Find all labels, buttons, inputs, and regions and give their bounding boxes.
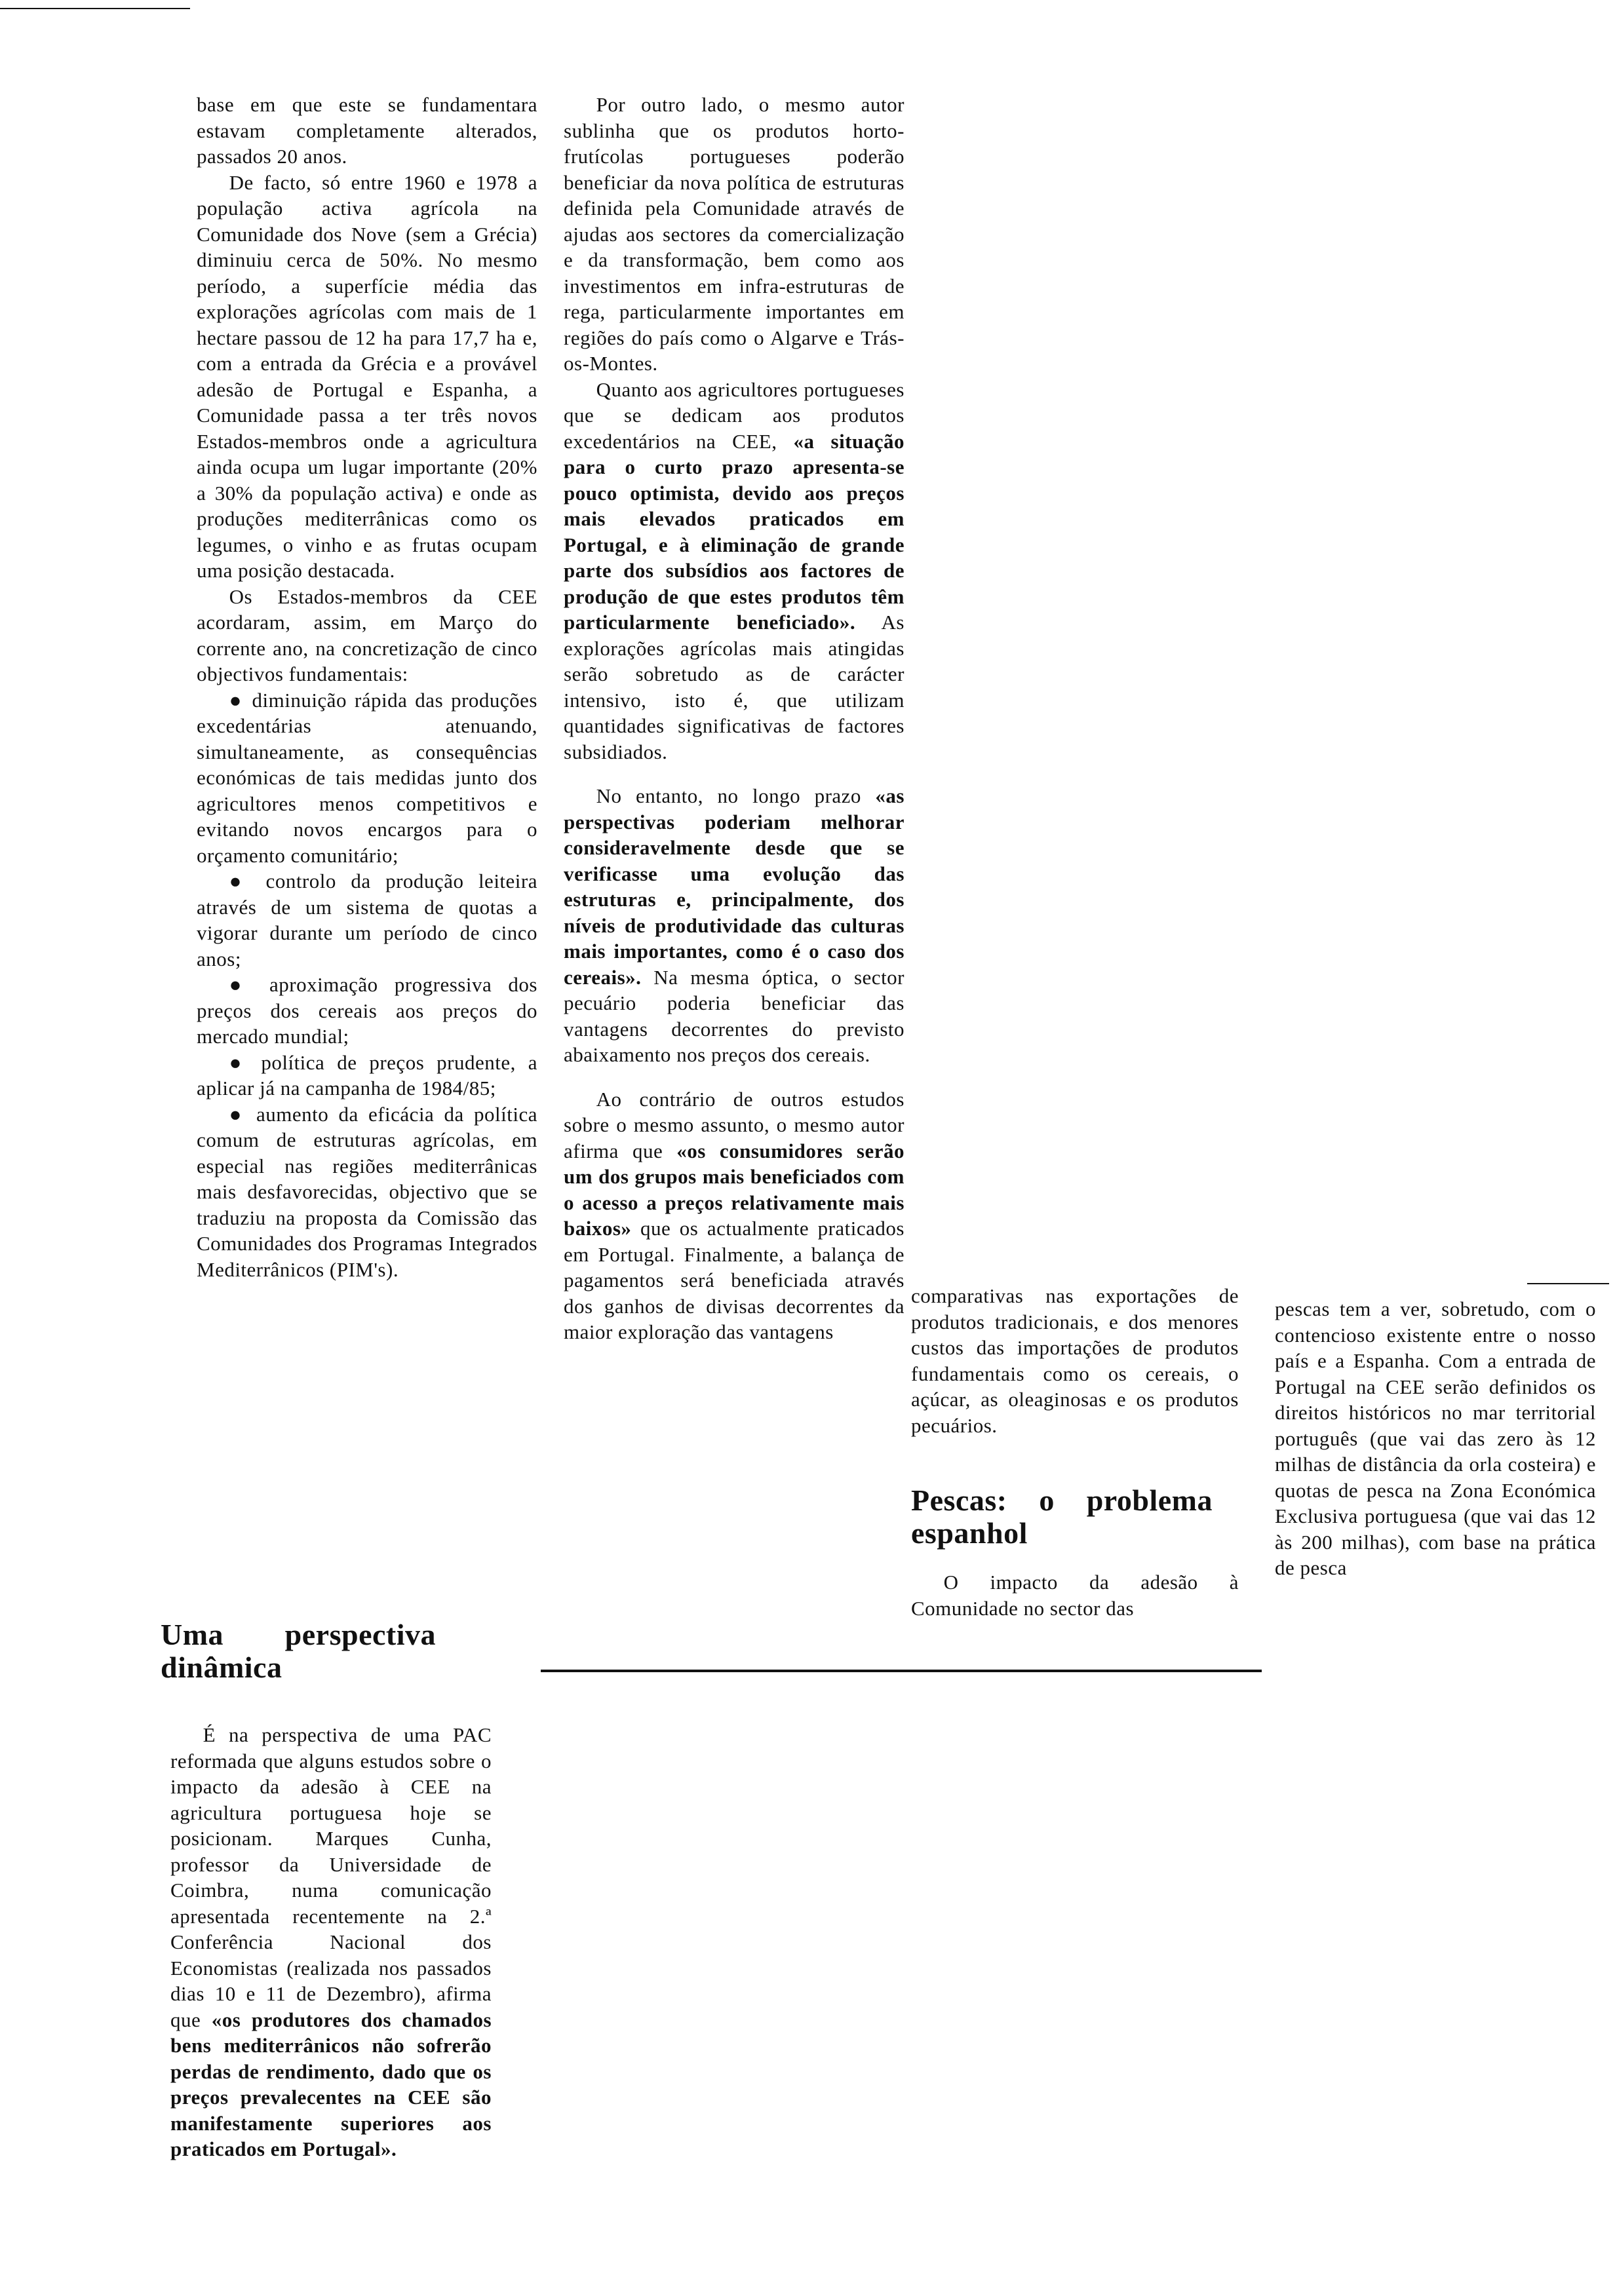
article-column-3 (911, 1283, 1239, 1621)
text-run: que os actualmente praticados em Portugal. Finalmente, a balança de pagamentos será beneficiada através dos ganhos de divisas decorrentes da maior exploração das vantagens (564, 1217, 905, 1343)
article-column-1 (197, 92, 537, 1282)
paragraph (197, 687, 537, 869)
text-run: comparativas nas exportações de produtos tradicionais, e dos menores custos das importações de produtos fundamentais como os cereais, o açúcar, as oleaginosas e os produtos pecuários. (911, 1284, 1239, 1437)
paragraph (197, 868, 537, 972)
bold-quote: «os produtores dos chamados bens mediterrânicos não sofrerão perdas de rendimento, dado que os preços prevalecentes na CEE são manifestamente superiores aos praticados em Portugal». (170, 2008, 492, 2160)
paragraph (564, 377, 905, 765)
article-column-1-section (161, 1618, 492, 2162)
paragraph (197, 584, 537, 687)
paragraph (1275, 1296, 1596, 1581)
text-run: As explorações agrícolas mais atingidas serão sobretudo as de carácter intensivo, isto é, que utilizam quantidades significativas de factores subsidiados. (564, 611, 905, 763)
paragraph (911, 1569, 1239, 1621)
text-run: Ao contrário de outros estudos sobre o mesmo assunto, o mesmo autor afirma que (564, 1087, 905, 1162)
text-run: ● diminuição rápida das produções excedentárias atenuando, simultaneamente, as consequências económicas de tais medidas junto dos agricultores menos competitivos e evitando novos encargos para o orçamento comunitário; (197, 688, 537, 867)
article-column-2 (564, 92, 905, 1345)
top-left-rule (0, 8, 190, 9)
section-heading: Uma perspectiva dinâmica (161, 1618, 436, 1684)
bold-quote: «as perspectivas poderiam melhorar consideravelmente desde que se verificasse uma evolução das estruturas e, principalmente, dos níveis de produtividade das culturas mais importantes, como é o caso dos cereais». (564, 784, 905, 989)
column-divider-rule (541, 1670, 1262, 1672)
text-run: Os Estados-membros da CEE acordaram, assim, em Março do corrente ano, na concretização de cinco objectivos fundamentais: (197, 584, 537, 685)
article-column-4 (1275, 1296, 1596, 1581)
text-run: O impacto da adesão à Comunidade no sector das (911, 1571, 1239, 1620)
paragraph (197, 972, 537, 1050)
paragraph (564, 783, 905, 1068)
text-run: No entanto, no longo prazo (596, 784, 876, 807)
paragraph (197, 170, 537, 584)
text-run: base em que este se fundamentara estavam completamente alterados, passados 20 anos. (197, 93, 537, 168)
text-run: De facto, só entre 1960 e 1978 a população activa agrícola na Comunidade dos Nove (sem a Grécia) diminuiu cerca de 50%. No mesmo período, a superfície média das explorações agrícolas com mais de 1 hectare passou de 12 ha para 17,7 ha e, com a entrada da Grécia e a provável adesão de Portugal e Espanha, a Comunidade passa a ter três novos Estados-membros onde a agricultura ainda ocupa um lugar importante (20% a 30% da população activa) e onde as produções mediterrânicas como os legumes, o vinho e as frutas ocupam uma posição destacada. (197, 170, 537, 582)
bold-quote: «a situação para o curto prazo apresenta-se pouco optimista, devido aos preços mais elevados praticados em Portugal, e à eliminação de grande parte dos subsídios aos factores de produção de que estes produtos têm particularmente beneficiado». (564, 429, 905, 634)
text-run: pescas tem a ver, sobretudo, com o contencioso existente entre o nosso país e a Espanha. Com a entrada de Portugal na CEE serão definidos os direitos históricos no mar territorial português (que vai das zero às 12 milhas de distância da orla costeira) e quotas de pesca na Zona Económica Exclusiva portuguesa (que vai das 12 às 200 milhas), com base na prática de pesca (1275, 1297, 1596, 1579)
section-heading: Pescas: o problema espanhol (911, 1483, 1213, 1550)
paragraph (911, 1283, 1239, 1438)
paragraph (564, 1086, 905, 1345)
text-run: ● política de preços prudente, a aplicar já na campanha de 1984/85; (197, 1050, 537, 1100)
bold-quote: «os consumidores serão um dos grupos mais beneficiados com o acesso a preços relativamente mais baixos» (564, 1139, 905, 1240)
text-run: Por outro lado, o mesmo autor sublinha que os produtos horto-frutícolas portugueses poderão beneficiar da nova política de estruturas definida pela Comunidade através de ajudas aos sectores da comercialização e da transformação, bem como aos investimentos em infra-estruturas de rega, particularmente importantes em regiões do país como o Algarve e Trás-os-Montes. (564, 93, 905, 375)
top-right-rule (1527, 1283, 1609, 1284)
text-run: ● aproximação progressiva dos preços dos cereais aos preços do mercado mundial; (197, 973, 537, 1048)
text-run: Quanto aos agricultores portugueses que se dedicam aos produtos excedentários na CEE, (564, 377, 905, 453)
text-run: Na mesma óptica, o sector pecuário poderia beneficiar das vantagens decorrentes do previsto abaixamento nos preços dos cereais. (564, 965, 905, 1066)
paragraph (197, 1050, 537, 1101)
text-run: ● aumento da eficácia da política comum de estruturas agrícolas, em especial nas regiões mediterrânicas mais desfavorecidas, objectivo que se traduziu na proposta da Comissão das Comunidades dos Programas Integrados Mediterrânicos (PIM's). (197, 1102, 537, 1281)
text-run: ● controlo da produção leiteira através de um sistema de quotas a vigorar durante um período de cinco anos; (197, 870, 537, 970)
paragraph (170, 1722, 492, 2162)
paragraph (197, 92, 537, 170)
paragraph (564, 92, 905, 377)
paragraph (197, 1101, 537, 1283)
text-run: É na perspectiva de uma PAC reformada que alguns estudos sobre o impacto da adesão à CEE na agricultura portuguesa hoje se posicionam. Marques Cunha, professor da Universidade de Coimbra, numa comunicação apresentada recentemente na 2.ª Conferência Nacional dos Economistas (realizada nos passados dias 10 e 11 de Dezembro), afirma que (170, 1723, 492, 2031)
